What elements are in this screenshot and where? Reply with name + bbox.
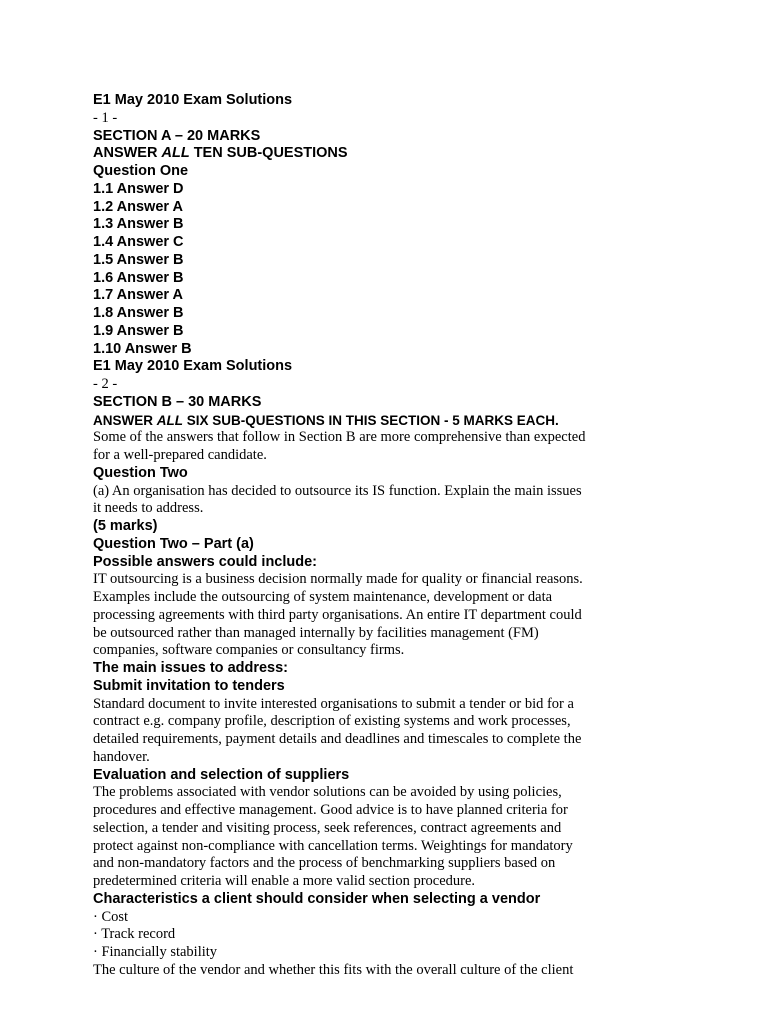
answer-item: 1.9 Answer B [93,322,184,339]
section-b-note: Some of the answers that follow in Section B are more comprehensive than expected for a well-prepared candidate. [93,429,586,463]
section-b-instructions: ANSWER ALL SIX SUB-QUESTIONS IN THIS SECTION - 5 MARKS EACH. [93,412,559,428]
page-number: - 2 - [93,376,118,392]
question-two-heading: Question Two [93,464,188,481]
document-title: E1 May 2010 Exam Solutions [93,358,293,375]
answer-item: 1.4 Answer C [93,234,184,250]
question-two-marks: (5 marks) [93,518,158,534]
outsourcing-paragraph: IT outsourcing is a business decision normally made for quality or financial reasons. Examples include the outsourcing of system maintenance, development or data processing agreements with third party organisations. An entire IT department could be outsourced rather than managed internally by facilities management (FM) companies, software companies or consultancy firms. [93,571,583,659]
vendor-bullet-list [93,909,733,962]
list-item: · Track record [93,926,176,943]
document-title: E1 May 2010 Exam Solutions [93,92,293,108]
question-one-heading: Question One [93,163,189,179]
vendor-characteristics-heading: Characteristics a client should consider when selecting a vendor [93,890,541,907]
evaluation-heading: Evaluation and selection of suppliers [93,766,350,783]
section-a-heading: SECTION A – 20 MARKS [93,127,261,144]
answer-item: 1.1 Answer D [93,180,184,197]
document-body [93,92,733,980]
list-item: · Financially stability [93,944,218,960]
list-item: · Cost [93,908,129,925]
question-two-text: (a) An organisation has decided to outsource its IS function. Explain the main issues it needs to address. [93,482,582,517]
answer-item: 1.10 Answer B [93,340,192,357]
main-issues-heading: The main issues to address: [93,660,289,676]
possible-answers-heading: Possible answers could include: [93,553,318,570]
page-number: - 1 - [93,109,118,126]
answer-item: 1.6 Answer B [93,269,184,286]
answer-item: 1.7 Answer A [93,287,183,304]
section-b-heading: SECTION B – 30 MARKS [93,393,262,410]
evaluation-paragraph: The problems associated with vendor solutions can be avoided by using policies, procedures and effective management. Good advice is to have planned criteria for selection, a tender and visiting process, seek references, contract agreements and protect against non-compliance with cancellation terms. Weightings for mandatory and non-mandatory factors and the process of benchmarking suppliers based on predetermined criteria will enable a more valid section procedure. [93,784,573,889]
vendor-culture-line: The culture of the vendor and whether this fits with the overall culture of the client [93,961,574,978]
section-a-instructions: ANSWER ALL TEN SUB-QUESTIONS [93,145,348,162]
answer-item: 1.5 Answer B [93,251,184,268]
tenders-heading: Submit invitation to tenders [93,677,285,694]
question-two-part-heading: Question Two – Part (a) [93,535,254,552]
answer-item: 1.2 Answer A [93,198,183,215]
answer-item: 1.8 Answer B [93,305,184,321]
tenders-paragraph: Standard document to invite interested organisations to submit a tender or bid for a contract e.g. company profile, description of existing systems and work processes, detailed requirements, payment details and deadlines and timescales to complete the handover. [93,695,582,765]
answer-item: 1.3 Answer B [93,216,184,233]
